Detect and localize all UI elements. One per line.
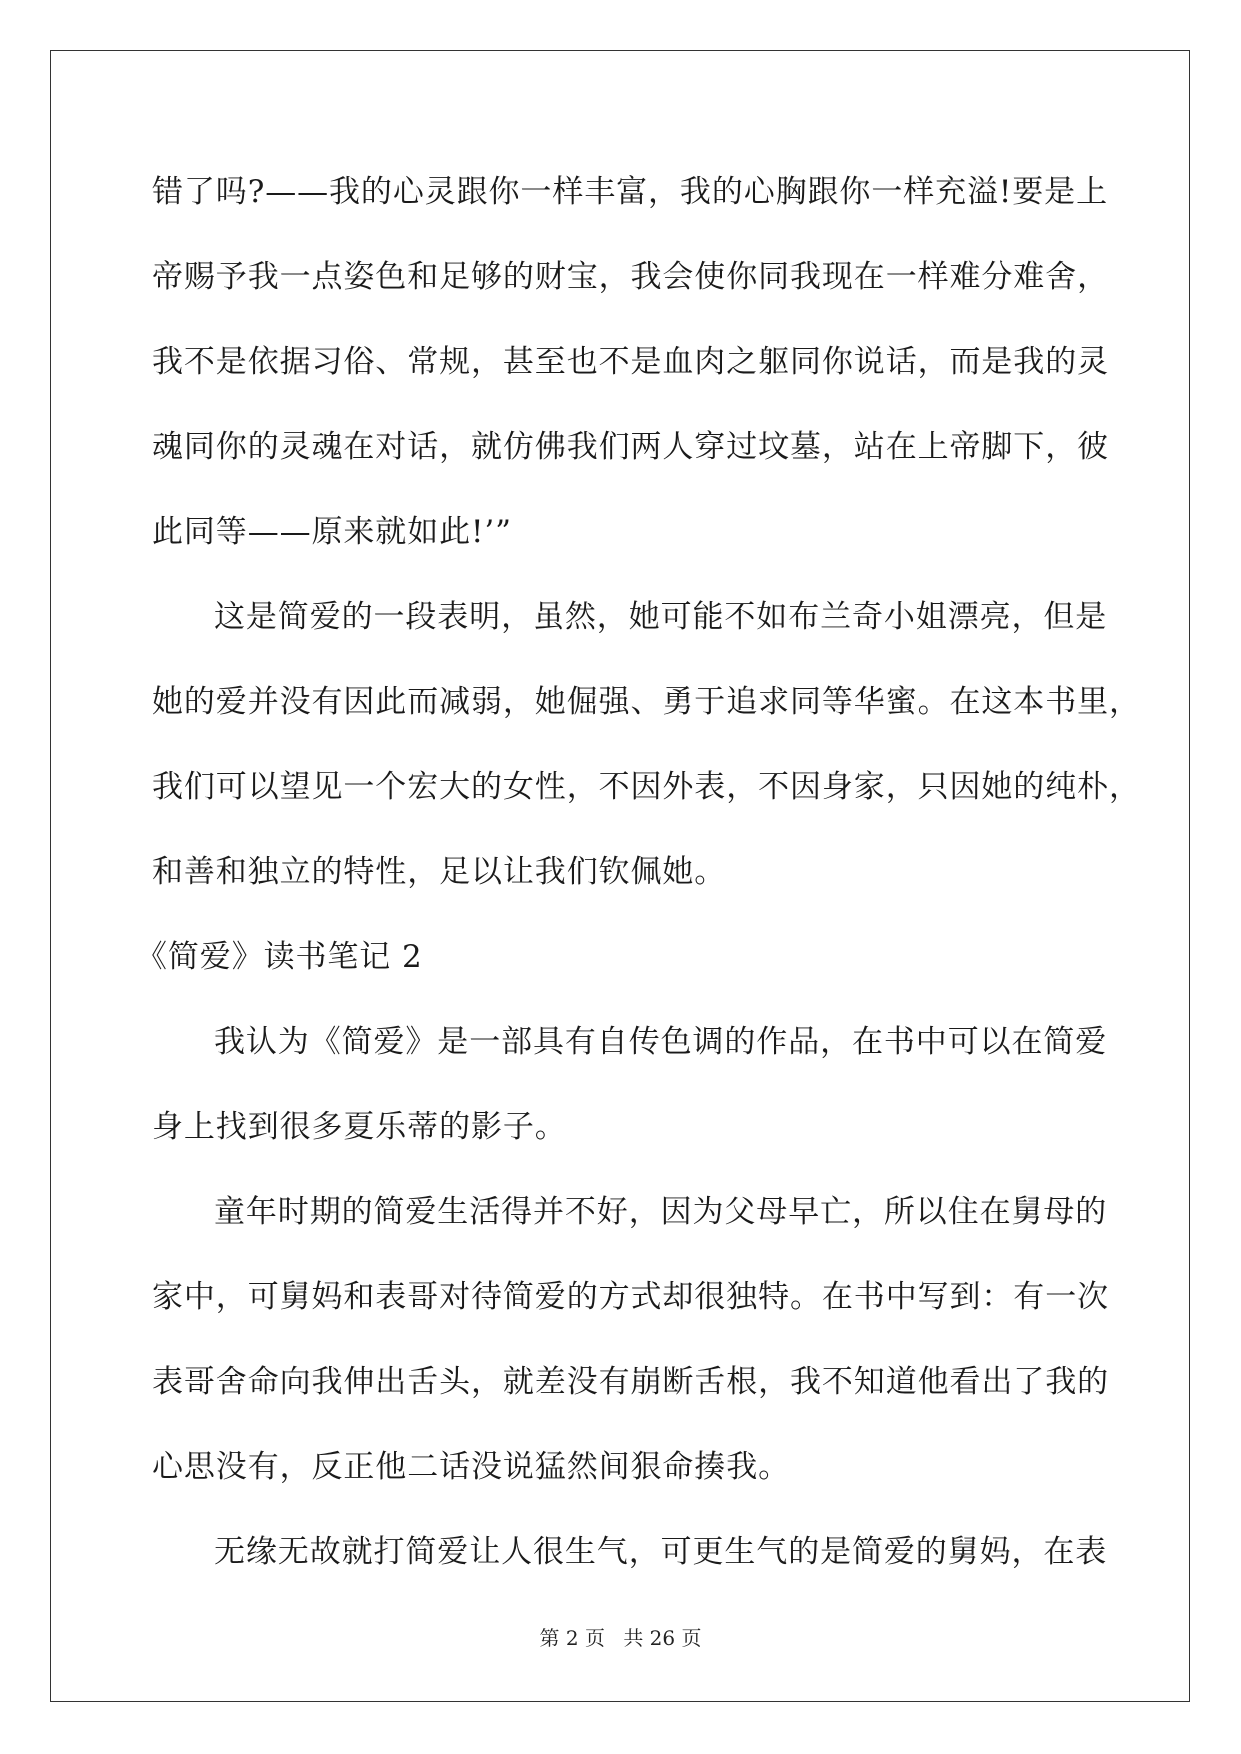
section-heading: 《简爱》读书笔记 2: [136, 939, 423, 975]
paragraph-line: 表哥舍命向我伸出舌头，就差没有崩断舌根，我不知道他看出了我的: [152, 1364, 1109, 1400]
paragraph-line: 童年时期的简爱生活得并不好，因为父母早亡，所以住在舅母的: [214, 1194, 1108, 1230]
paragraph-line: 帝赐予我一点姿色和足够的财宝，我会使你同我现在一样难分难舍，: [152, 259, 1109, 295]
page-number: 第 2 页: [539, 1626, 605, 1650]
paragraph-line: 心思没有，反正他二话没说猛然间狠命揍我。: [152, 1449, 790, 1485]
paragraph-line: 家中，可舅妈和表哥对待简爱的方式却很独特。在书中写到：有一次: [152, 1279, 1109, 1315]
paragraph-line: 和善和独立的特性，足以让我们钦佩她。: [152, 854, 727, 890]
paragraph-line: 无缘无故就打简爱让人很生气，可更生气的是简爱的舅妈，在表: [214, 1534, 1108, 1570]
paragraph-line: 她的爱并没有因此而减弱，她倔强、勇于追求同等华蜜。在这本书里，: [152, 684, 1141, 720]
paragraph-line: 错了吗?——我的心灵跟你一样丰富，我的心胸跟你一样充溢!要是上: [152, 174, 1108, 210]
page-footer: [0, 1622, 1241, 1651]
paragraph-line: 身上找到很多夏乐蒂的影子。: [152, 1109, 567, 1145]
document-body: [136, 150, 1141, 1595]
paragraph-line: 此同等——原来就如此!’”: [152, 514, 512, 550]
paragraph-line: 我们可以望见一个宏大的女性，不因外表，不因身家，只因她的纯朴，: [152, 769, 1141, 805]
paragraph-line: 我认为《简爱》是一部具有自传色调的作品，在书中可以在简爱: [214, 1024, 1108, 1060]
paragraph-line: 魂同你的灵魂在对话，就仿佛我们两人穿过坟墓，站在上帝脚下，彼: [152, 429, 1109, 465]
total-pages: 共 26 页: [623, 1626, 702, 1650]
paragraph-line: 这是简爱的一段表明，虽然，她可能不如布兰奇小姐漂亮，但是: [214, 599, 1108, 635]
paragraph-line: 我不是依据习俗、常规，甚至也不是血肉之躯同你说话，而是我的灵: [152, 344, 1109, 380]
